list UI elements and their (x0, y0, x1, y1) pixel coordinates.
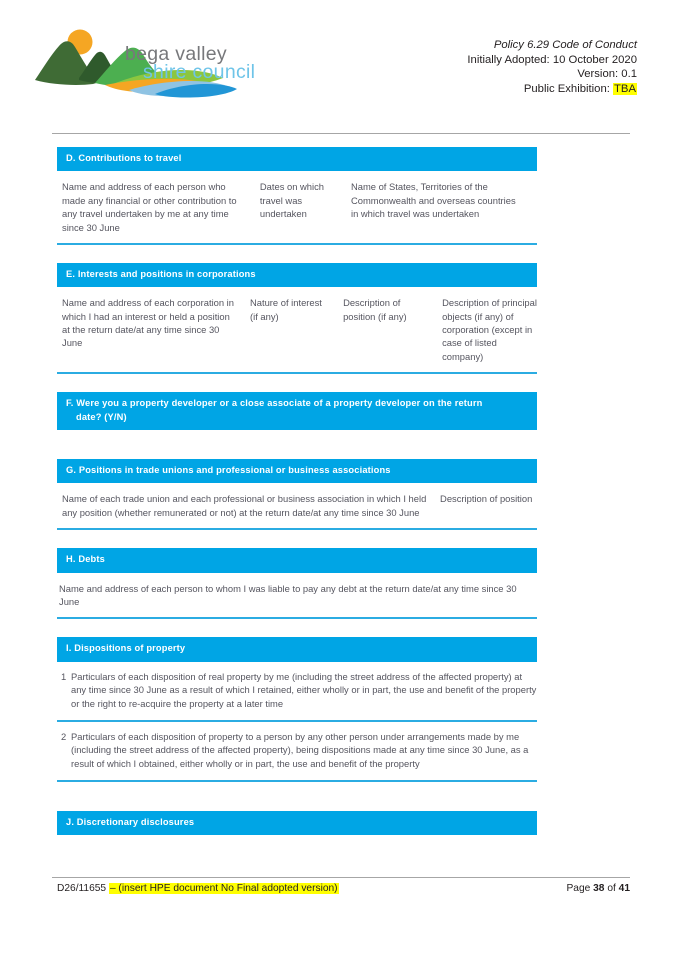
header-adopted-date: Initially Adopted: 10 October 2020 (467, 53, 637, 66)
footer-page-of: of (607, 883, 616, 894)
spacer (57, 530, 537, 548)
section-j (57, 811, 537, 835)
section-i-item-1-number: 1 (61, 670, 67, 682)
section-f-header (57, 392, 537, 430)
section-d-col-3: Name of States, Territories of the Commonwealth and overseas countries in which travel was undertaken (350, 181, 516, 220)
section-f (57, 392, 537, 430)
section-d-header: D. Contributions to travel (57, 147, 537, 171)
header-policy-title: Policy 6.29 Code of Conduct (493, 39, 637, 51)
section-g-col-1: Name of each trade union and each professional or business association in which I held any position (whether remunerated or not) at the return date/at any time since 30 June (62, 493, 427, 518)
section-i-item-1 (57, 662, 537, 720)
header-metadata (467, 38, 637, 97)
section-h-body (57, 573, 537, 618)
section-h-col-1: Name and address of each person to whom I was liable to pay any debt at the return date/at any time since 30 June (59, 582, 517, 607)
section-d (57, 147, 537, 245)
footer-page-current: 38 (593, 883, 605, 894)
footer-doc-ref: D26/11655 (57, 883, 107, 894)
header-divider (52, 133, 630, 134)
section-i-header: I. Dispositions of property (57, 637, 537, 661)
section-h (57, 548, 537, 619)
footer-document-reference (57, 883, 339, 894)
footer-doc-note: – (insert HPE document No Final adopted version) (109, 883, 338, 894)
section-e-header: E. Interests and positions in corporations (57, 263, 537, 287)
page-header (0, 0, 675, 120)
section-e-col-1: Name and address of each corporation in which I had an interest or held a position at the return date/at any time since 30 June (62, 297, 234, 349)
section-e-body (57, 287, 537, 372)
section-h-header: H. Debts (57, 548, 537, 572)
footer-page-label: Page (566, 883, 591, 894)
header-version: Version: 0.1 (577, 68, 637, 81)
public-exhibition-label: Public Exhibition: (523, 83, 610, 96)
spacer (57, 374, 537, 392)
section-i-item-2 (57, 722, 537, 780)
footer-divider (52, 877, 630, 878)
section-i-item-2-number: 2 (61, 730, 67, 742)
section-d-body (57, 171, 537, 242)
logo-text-shire-council: shire council (143, 61, 256, 83)
section-e-col-4: Description of principal objects (if any) of corporation (except in case of listed company) (442, 297, 537, 362)
section-g-body (57, 483, 537, 528)
footer-page-total: 41 (618, 883, 630, 894)
section-g (57, 459, 537, 530)
form-sections (57, 147, 537, 835)
section-g-col-2: Description of position (440, 493, 533, 505)
section-d-col-1: Name and address of each person who made any financial or other contribution to any travel undertaken by me at any time since 30 June (62, 181, 237, 233)
public-exhibition-value: TBA (614, 83, 636, 96)
section-e (57, 263, 537, 374)
logo-text-bega-valley: bega valley (125, 43, 227, 65)
spacer (57, 782, 537, 800)
spacer (57, 619, 537, 637)
section-f-header-line1: F. Were you a property developer or a close associate of a property developer on the return (66, 398, 483, 409)
section-g-header: G. Positions in trade unions and professional or business associations (57, 459, 537, 483)
spacer (57, 448, 537, 459)
section-i-item-2-text: Particulars of each disposition of property to a person by any other person under arrangements made by me (including the street address of the affected property), being dispositions made at any time since 30 June, as a result of which I obtained, either wholly or in part, the use and benefit of the property (71, 730, 529, 769)
footer-page-number (566, 883, 630, 894)
section-i-item-1-text: Particulars of each disposition of real property by me (including the street address of the affected property) at any time since 30 June as a result of which I retained, either wholly or in part, the use and benefit of the property or the right to re-acquire the property at a later time (71, 670, 537, 709)
spacer (57, 800, 537, 811)
spacer (57, 430, 537, 448)
section-i (57, 637, 537, 781)
spacer (57, 245, 537, 263)
section-j-header: J. Discretionary disclosures (57, 811, 537, 835)
page-footer (57, 883, 630, 894)
section-d-col-2: Dates on which travel was undertaken (259, 181, 324, 220)
section-e-col-2: Nature of interest (if any) (250, 297, 322, 322)
header-public-exhibition (467, 82, 637, 97)
section-e-col-3: Description of position (if any) (343, 297, 407, 322)
section-f-header-line2: date? (Y/N) (76, 411, 127, 422)
bega-valley-shire-council-logo (33, 28, 258, 100)
